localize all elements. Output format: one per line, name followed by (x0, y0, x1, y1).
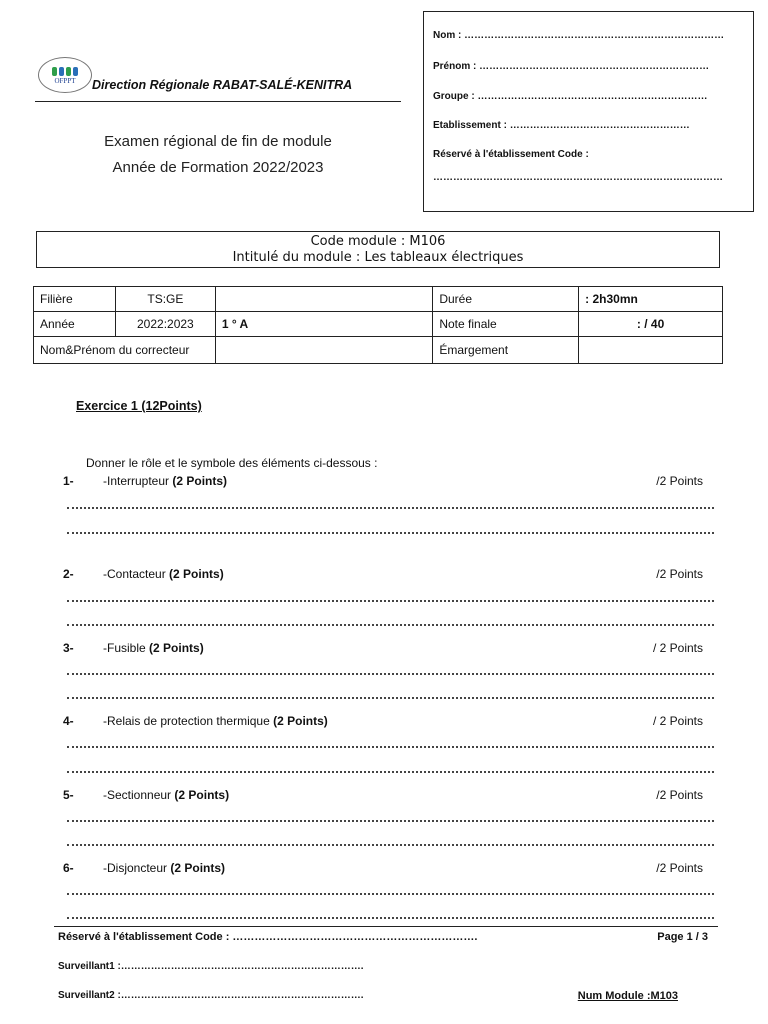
answer-line[interactable] (67, 697, 714, 699)
logo-text: OFPPT (54, 77, 76, 85)
page-number: Page 1 / 3 (657, 931, 708, 943)
question-score: /2 Points (656, 788, 703, 802)
num-module: Num Module :M103 (577, 990, 678, 1002)
module-code: Code module : M106 (310, 234, 446, 249)
nom-field[interactable]: Nom : …………………………………………………………………… (433, 30, 725, 41)
exam-info-table (33, 286, 723, 364)
training-year: Année de Formation 2022/2023 (112, 159, 324, 176)
answer-line[interactable] (67, 893, 714, 895)
exercise-intro: Donner le rôle et le symbole des éléments ci-dessous : (86, 456, 378, 470)
note-finale-value[interactable]: : / 40 (579, 312, 723, 337)
emargement-field[interactable] (579, 337, 723, 364)
answer-line[interactable] (67, 673, 714, 675)
answer-line[interactable] (67, 917, 714, 919)
ofppt-logo (38, 57, 92, 93)
niveau-value: 1 ° A (215, 312, 433, 337)
answer-line[interactable] (67, 746, 714, 748)
question-number: 2- (63, 567, 74, 581)
answer-line[interactable] (67, 507, 714, 509)
table-row (34, 337, 723, 364)
header-divider (35, 101, 401, 102)
correcteur-field[interactable] (215, 337, 433, 364)
reserved-code-label: Réservé à l'établissement Code : (433, 149, 589, 160)
region-title: Direction Régionale RABAT-SALÉ-KENITRA (92, 78, 353, 92)
question-number: 1- (63, 474, 74, 488)
prenom-field[interactable]: Prénom : …………………………………………………………… (433, 61, 710, 72)
question-score: /2 Points (656, 567, 703, 581)
annee-value: 2022:2023 (115, 312, 215, 337)
question-score: /2 Points (656, 861, 703, 875)
answer-line[interactable] (67, 820, 714, 822)
footer-reserved-code: Réservé à l'établissement Code : …………………………………………………………. (58, 931, 478, 943)
exam-title: Examen régional de fin de module (104, 133, 332, 150)
correcteur-label: Nom&Prénom du correcteur (34, 337, 216, 364)
groupe-field[interactable]: Groupe : …………………………………………………………… (433, 91, 708, 102)
filiere-label: Filière (34, 287, 116, 312)
etablissement-field[interactable]: Etablissement : ……………………………………………… (433, 120, 690, 131)
answer-line[interactable] (67, 600, 714, 602)
footer-divider (54, 926, 718, 927)
question-label: -Fusible (2 Points) (103, 641, 204, 655)
logo-mark-icon (52, 67, 78, 76)
question-label: -Sectionneur (2 Points) (103, 788, 230, 802)
duree-label: Durée (433, 287, 579, 312)
empty-cell (215, 287, 433, 312)
surveillant2-field[interactable]: Surveillant2 :………………………………………………………………. (58, 990, 364, 1001)
annee-label: Année (34, 312, 116, 337)
emargement-label: Émargement (433, 337, 579, 364)
question-label: -Interrupteur (2 Points) (103, 474, 228, 488)
answer-line[interactable] (67, 624, 714, 626)
answer-line[interactable] (67, 771, 714, 773)
exercise-title: Exercice 1 (12Points) (76, 399, 202, 413)
filiere-value: TS:GE (115, 287, 215, 312)
answer-line[interactable] (67, 532, 714, 534)
module-title: Intitulé du module : Les tableaux électriques (232, 250, 524, 265)
answer-line[interactable] (67, 844, 714, 846)
question-number: 5- (63, 788, 74, 802)
question-label: -Contacteur (2 Points) (103, 567, 224, 581)
question-score: / 2 Points (652, 641, 703, 655)
table-row (34, 312, 723, 337)
question-score: / 2 Points (652, 714, 703, 728)
question-number: 6- (63, 861, 74, 875)
module-box (36, 231, 720, 268)
question-label: -Disjoncteur (2 Points) (103, 861, 226, 875)
question-number: 4- (63, 714, 74, 728)
question-label: -Relais de protection thermique (2 Points) (103, 714, 328, 728)
question-number: 3- (63, 641, 74, 655)
table-row (34, 287, 723, 312)
question-score: /2 Points (656, 474, 703, 488)
surveillant1-field[interactable]: Surveillant1 :………………………………………………………………. (58, 961, 364, 972)
duree-value: : 2h30mn (579, 287, 723, 312)
note-finale-label: Note finale (433, 312, 579, 337)
reserved-code-field[interactable]: …………………………………………………………………………… (433, 172, 723, 183)
